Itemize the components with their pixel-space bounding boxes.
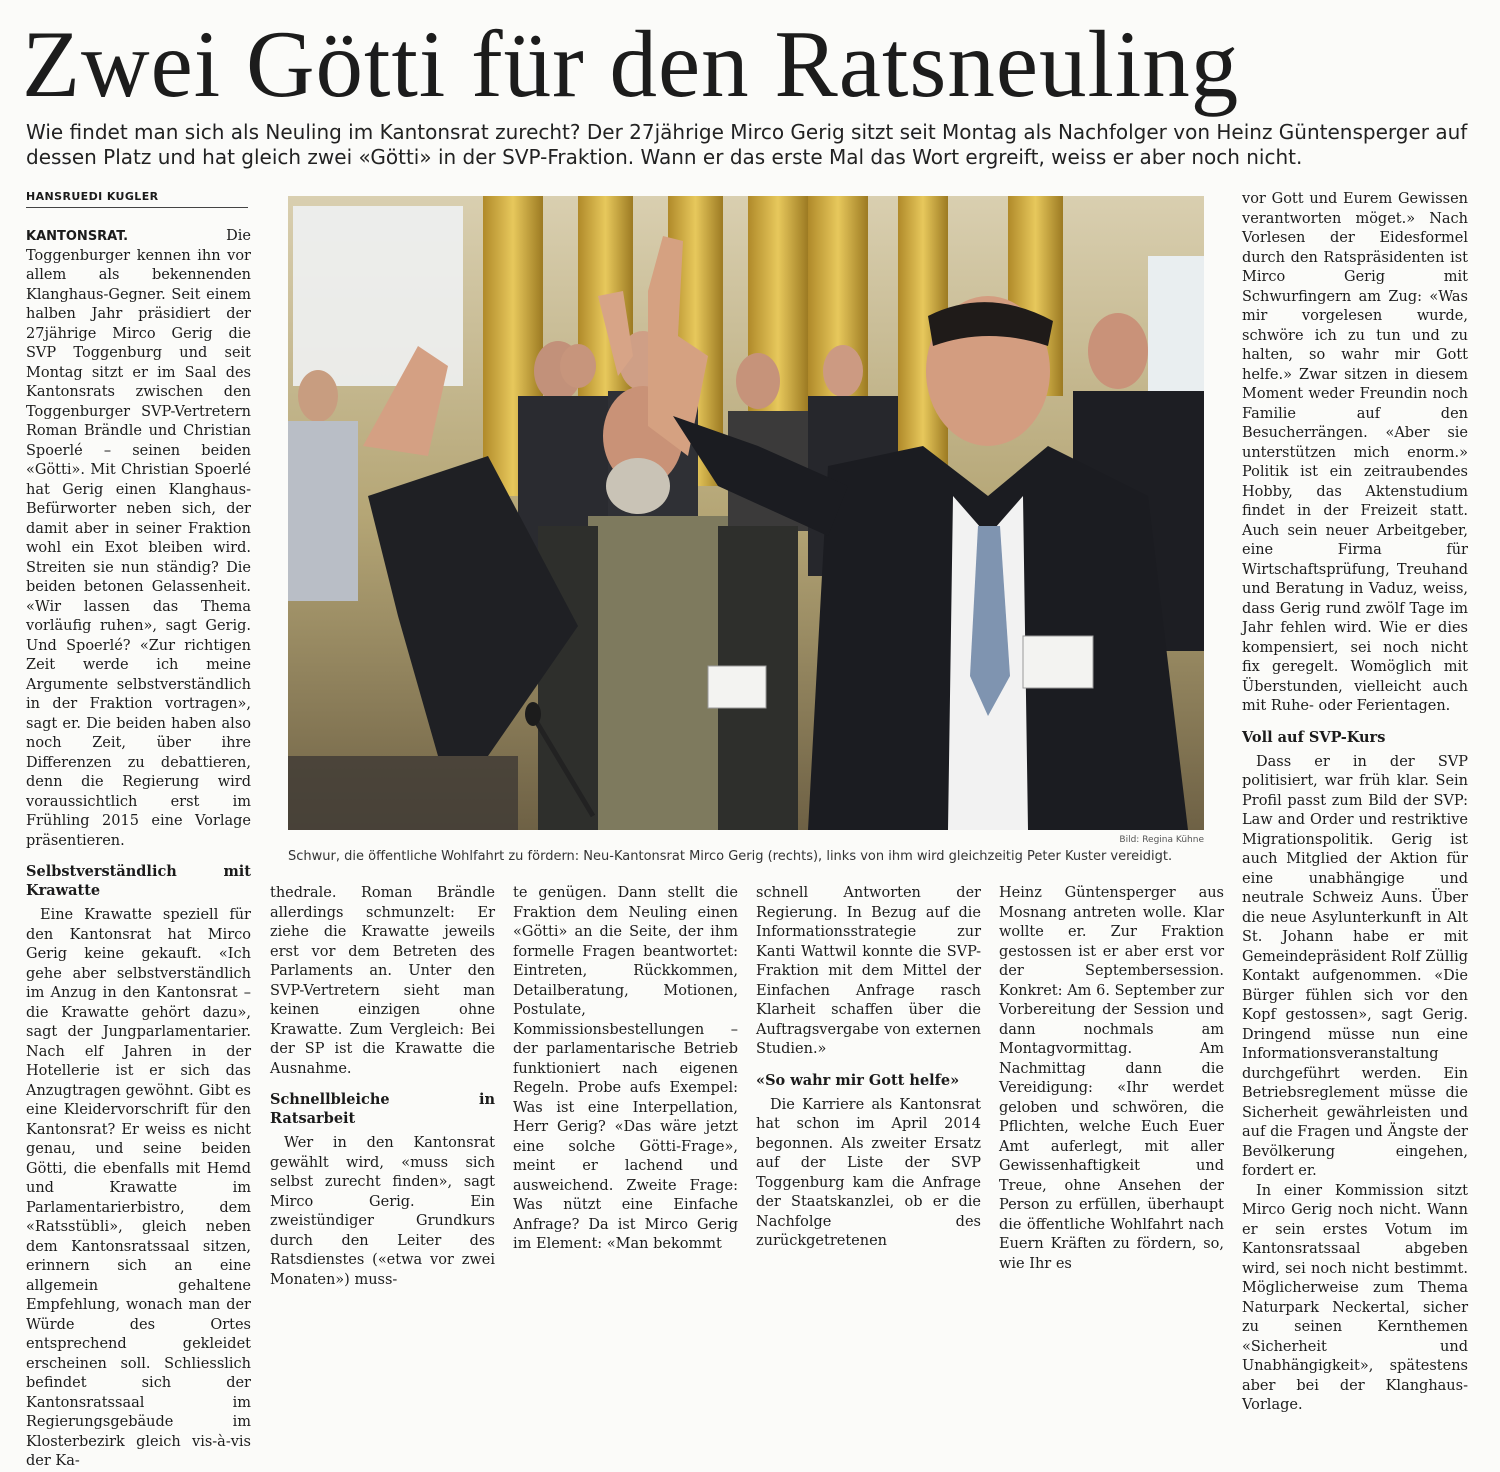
- paragraph: Die Karriere als Kantonsrat hat schon im April 2014 begonnen. Als zweiter Ersatz auf der Liste der SVP Toggenburg kam die Anfrage der Staatskanzlei, ob er die Nachfolge des zurückgetretenen: [756, 1096, 981, 1249]
- paragraph: schnell Antworten der Regierung. In Bezug auf die Informationsstrategie zur Kanti Wattwil konnte die SVP-Fraktion mit dem Mittel der Einfachen Anfrage rasch Klarheit schaffen über die Auftragsvergabe von externen Studien.»: [756, 885, 981, 1057]
- article-column-5: [999, 884, 1224, 1274]
- photo-credit: Bild: Regina Kühne: [1119, 835, 1204, 845]
- subheading: Schnellbleiche in Ratsarbeit: [270, 1091, 495, 1127]
- paragraph: Dass er in der SVP politisiert, war früh klar. Sein Profil passt zum Bild der SVP: Law and Order und restriktive Migrationspolitik. Gerig ist auch Mitglied der Aktion für eine unabhängige und neutrale Schweiz Auns. Über die neue Asylunterkunft in Alt St. Johann habe er mit Gemeindepräsident Rolf Züllig Kontakt aufgenommen. «Die Bürger fühlen sich vor den Kopf gestossen», sagt Gerig. Dringend müsse nun eine Informationsveranstaltung durchgeführt werden. Ein Betriebsreglement müsse die Sicherheit gewährleisten und auf die Fragen und Ängste der Bevölkerung eingehen, fordert er.: [1242, 753, 1468, 1179]
- kicker: KANTONSRAT.: [26, 229, 129, 244]
- paragraph: vor Gott und Eurem Gewissen verantworten möget.» Nach Vorlesen der Eidesformel durch den Ratspräsidenten ist Mirco Gerig mit Schwurfingern am Zug: «Was mir vorgelesen wurde, schwöre ich zu tun und zu halten, so wahr mir Gott helfe.» Zwar sitzen in diesem Moment weder Freundin noch Familie auf den Besucherrängen. «Aber sie unterstützen mich enorm.» Politik ist ein zeitraubendes Hobby, das Aktenstudium findet in der Freizeit statt. Auch sein neuer Arbeitgeber, eine Firma für Wirtschaftsprüfung, Treuhand und Beratung in Vaduz, weiss, dass Gerig rund zwölf Tage im Jahr fehlen wird. Wie er dies kompensiert, sei noch nicht fix geregelt. Womöglich mit Überstunden, vielleicht auch mit Ruhe- oder Ferientagen.: [1242, 191, 1468, 714]
- subheading: «So wahr mir Gott helfe»: [756, 1071, 960, 1089]
- article-column-2: [270, 884, 495, 1290]
- article-column-6: [1242, 190, 1468, 1416]
- paragraph: [26, 227, 251, 851]
- paragraph: thedrale. Roman Brändle allerdings schmunzelt: Er ziehe die Krawatte jeweils erst vor dem Betreten des Parlaments an. Unter den SVP-Vertretern sieht man keinen einzigen ohne Krawatte. Zum Vergleich: Bei der SP ist die Krawatte die Ausnahme.: [270, 885, 495, 1077]
- article-column-3: [513, 884, 738, 1255]
- paragraph: te genügen. Dann stellt die Fraktion dem Neuling einen «Götti» an die Seite, der ihm formelle Fragen beantwortet: Eintreten, Rückkommen, Detailberatung, Motionen, Postulate, Kommissionsbestellungen – der parlamentarische Betrieb funktioniert nach eigenen Regeln. Probe aufs Exempel: Was ist eine Interpellation, Herr Gerig? «Das wäre jetzt eine solche Götti-Frage», meint er lachend und ausweichend. Zweite Frage: Was nützt eine Einfache Anfrage? Da ist Mirco Gerig im Element: «Man bekommt: [513, 885, 738, 1252]
- paragraph: Heinz Güntensperger aus Mosnang antreten wolle. Klar wollte er. Zur Fraktion gestossen ist er aber erst vor der Septembersession. Konkret: Am 6. September zur Vorbereitung der Session und dann nochmals am Montagvormittag. Am Nachmittag dann die Vereidigung: «Ihr werdet geloben und schwören, die Pflichten, welche Euch Euer Amt auferlegt, mit aller Gewissenhaftigkeit und Treue, ohne Ansehen der Person zu erfüllen, überhaupt die öffentliche Wohlfahrt nach Euern Kräften zu fördern, so, wie Ihr es: [999, 885, 1224, 1272]
- lead-paragraph: Wie findet man sich als Neuling im Kantonsrat zurecht? Der 27jährige Mirco Gerig sitzt seit Montag als Nachfolger von Heinz Güntensperger auf dessen Platz und hat gleich zwei «Götti» in der SVP-Fraktion. Wann er das erste Mal das Wort ergreift, weiss er aber noch nicht.: [26, 120, 1468, 169]
- article-column-1: [26, 227, 251, 1472]
- subheading: Selbstverständlich mit Krawatte: [26, 863, 251, 899]
- article-column-4: [756, 884, 981, 1252]
- paragraph: In einer Kommission sitzt Mirco Gerig noch nicht. Wann er sein erstes Votum im Kantonsratssaal abgeben wird, sei noch nicht bestimmt. Möglicherweise zum Thema Naturpark Neckertal, sicher zu seinen Kernthemen «Sicherheit und Unabhängigkeit», spätestens aber bei der Klanghaus-Vorlage.: [1242, 1182, 1468, 1413]
- subheading: Voll auf SVP-Kurs: [1242, 728, 1386, 746]
- author-byline: HANSRUEDI KUGLER: [26, 190, 248, 208]
- paragraph: Wer in den Kantonsrat gewählt wird, «muss sich selbst zurecht finden», sagt Mirco Gerig. Ein zweistündiger Grundkurs durch den Leiter des Ratsdienstes («etwa vor zwei Monaten») muss-: [270, 1135, 495, 1288]
- photo-illustration: [288, 196, 1204, 830]
- article-photo: [288, 196, 1204, 830]
- photo-caption: Schwur, die öffentliche Wohlfahrt zu fördern: Neu-Kantonsrat Mirco Gerig (rechts), links von ihm wird gleichzeitig Peter Kuster vereidigt.: [288, 849, 1173, 864]
- paragraph: Eine Krawatte speziell für den Kantonsrat hat Mirco Gerig keine gekauft. «Ich gehe aber selbstverständlich im Anzug in den Kantonsrat – die Krawatte gehört dazu», sagt der Jungparlamentarier. Nach elf Jahren in der Hotellerie ist er sich das Anzugtragen gewöhnt. Gibt es eine Kleidervorschrift für den Kantonsrat? Er weiss es nicht genau, und seine beiden Götti, die ebenfalls mit Hemd und Krawatte im Parlamentarierbistro, dem «Ratsstübli», gleich neben dem Kantonsratssaal sitzen, erinnern sich an eine allgemein gehaltene Empfehlung, wonach man der Würde des Ortes entsprechend gekleidet erscheinen soll. Schliesslich befindet sich der Kantonsratssaal im Regierungsgebäude im Klosterbezirk gleich vis-à-vis der Ka-: [26, 907, 251, 1469]
- headline: Zwei Götti für den Ratsneuling: [22, 11, 1240, 117]
- paragraph-text: Die Toggenburger kennen ihn vor allem als bekennenden Klanghaus-Gegner. Seit einem halben Jahr präsidiert der 27jährige Mirco Gerig die SVP Toggenburg und seit Montag sitzt er im Saal des Kantonsrats zwischen den Toggenburger SVP-Vertretern Roman Brändle und Christian Spoerlé – seinen beiden «Götti». Mit Christian Spoerlé hat Gerig einen Klanghaus-Befürworter neben sich, der damit aber in seiner Fraktion wohl ein Exot bleiben wird. Streiten sie nun ständig? Die beiden betonen Gelassenheit. «Wir lassen das Thema vorläufig ruhen», sagt Gerig. Und Spoerlé? «Zur richtigen Zeit werde ich meine Argumente selbstverständlich in der Fraktion vortragen», sagt er. Die beiden haben also noch Zeit, über ihre Differenzen zu debattieren, denn die Regierung wird voraussichtlich erst im Frühling 2015 eine Vorlage präsentieren.: [26, 228, 251, 849]
